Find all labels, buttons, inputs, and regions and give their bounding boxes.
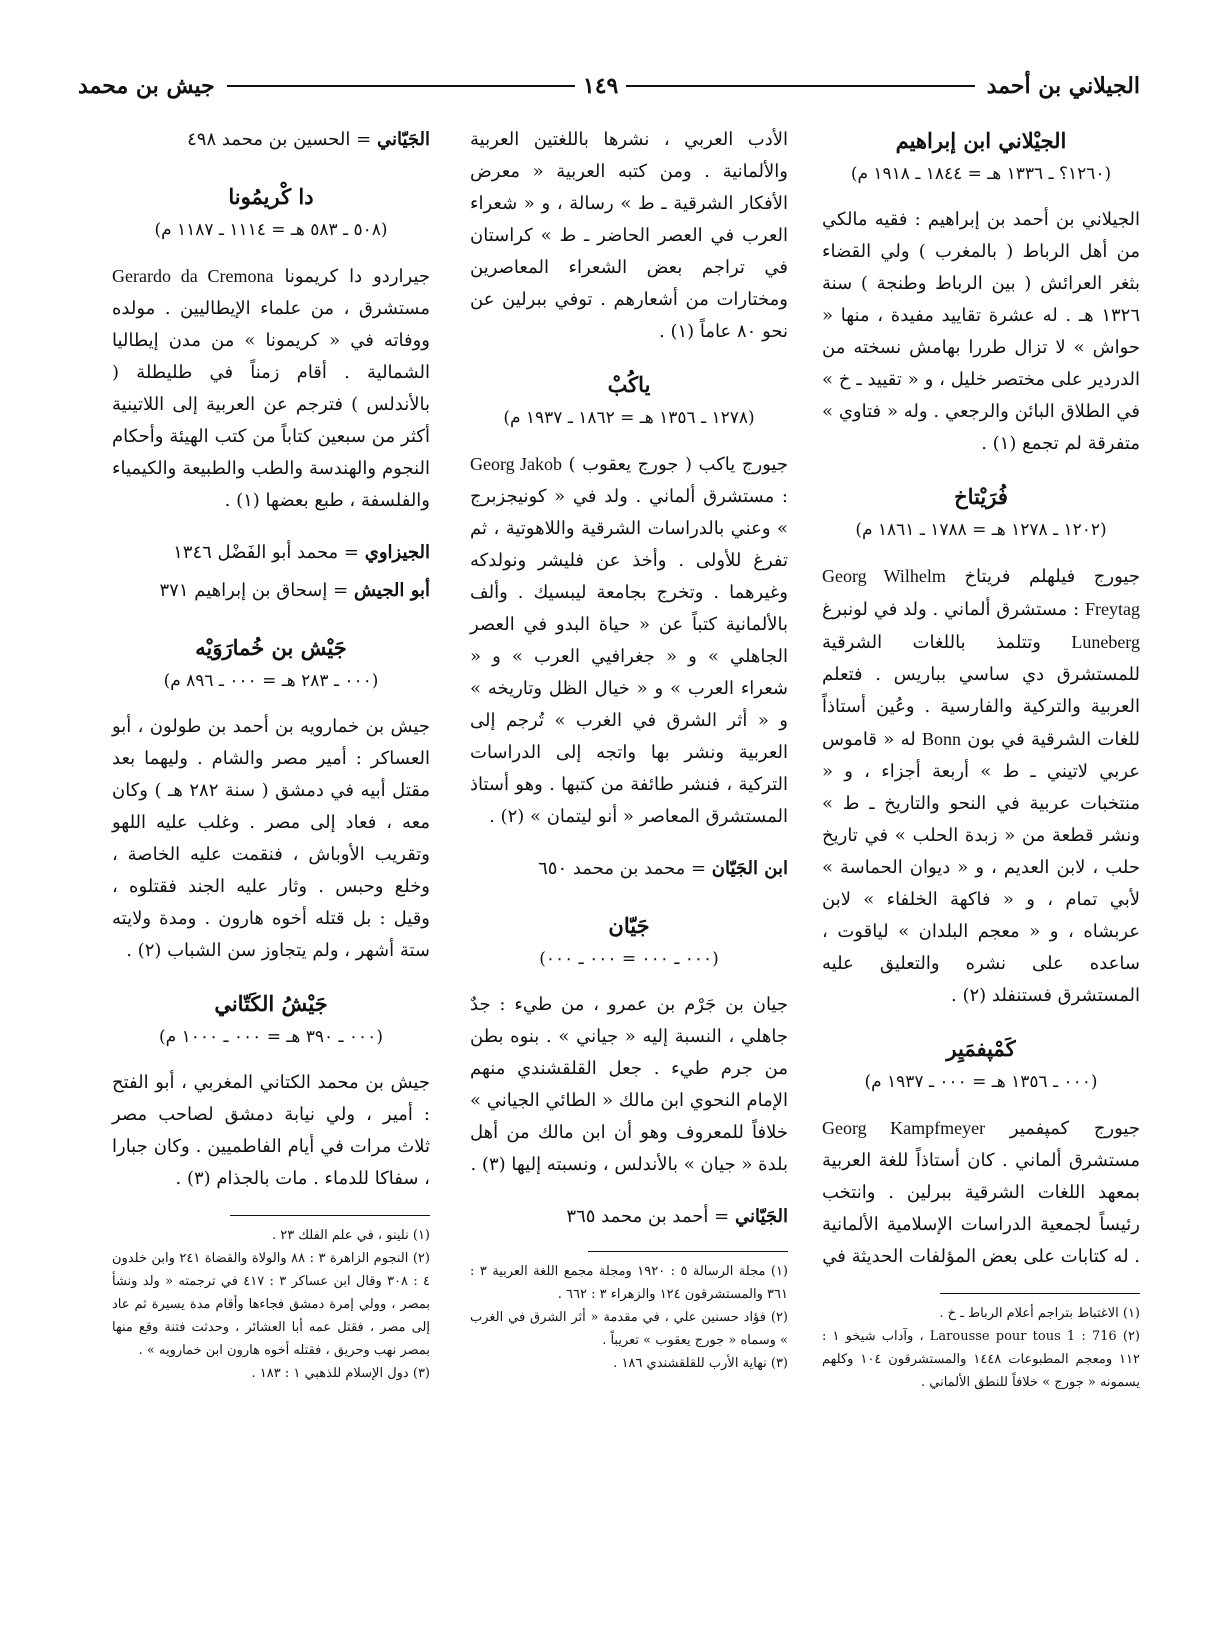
entry-dates: (١٢٧٨ ـ ١٣٥٦ هـ = ١٨٦٢ ـ ١٩٣٧ م) [503, 408, 755, 428]
xref-target: = محمد أبو الفَضْل ١٣٤٦ [173, 542, 360, 563]
entry-text: جيورج فيلهلم فريتاخ [964, 566, 1140, 587]
cross-reference [470, 1201, 788, 1233]
entry-body [822, 1112, 1140, 1273]
latin-name: Georg Kampfmeyer [822, 1118, 986, 1138]
footnote-divider [588, 1251, 788, 1252]
entry-text: : مستشرق ألماني . ولد في « كونيجزبرج » وعني بالدراسات الشرقية واللاهوتية ، ثم تفرغ للأولى . وأخذ عن فليشر ونولدكه وغيرهما . وتخرج بجامعة ليبسيك . وألف بالألمانية كتباً عن « حياة البدو في العصر الجاهلي » و « جغرافيي العرب » و « شعراء العرب » و « خيال الظل وتاريخه » و « أثر الشرق في الغرب » تُرجم إلى العربية ونشر بها واتجه إلى الدراسات التركية ، فنشر طائفة من كتبها . وهو أستاذ المستشرق المعاصر « أنو ليتمان » (٢) . [470, 486, 788, 827]
entry-body [822, 560, 1140, 1012]
xref-name: ابن الجَيّان [711, 858, 788, 879]
entry-title: الجيْلاني ابن إبراهيم [895, 128, 1067, 153]
xref-name: الجيزاوي [364, 542, 430, 563]
footnote: (٢) فؤاد حسنين علي ، في مقدمة « أثر الشرق في الغرب » وسماه « جورج يعقوب » تعريباً . [470, 1310, 788, 1348]
entry-title: كَمْپفمَيِر [946, 1036, 1016, 1061]
xref-target: = محمد بن محمد ٦٥٠ [538, 858, 707, 879]
xref-target: = أحمد بن محمد ٣٦٥ [566, 1206, 730, 1227]
cross-reference [112, 124, 430, 156]
xref-target: = إسحاق بن إبراهيم ٣٧١ [159, 580, 349, 601]
xref-name: الجَيّاني [376, 129, 430, 150]
entry-text: جيورج ياكب ( جورج يعقوب ) [568, 454, 788, 475]
column-right [822, 124, 1140, 1394]
entry-body: الأدب العربي ، نشرها باللغتين العربية والألمانية . ومن كتبه العربية « معرض الأفكار الشرقية ـ ط » رسالة ، و « شعراء العرب في العصر الحاضر ـ ط » كراستان في تراجم بعض الشعراء المعاصرين ومختارات من أشعارهم . توفي ببرلين عن نحو ٨٠ عاماً (١) . [470, 129, 788, 342]
latin-name: Georg Wilhelm Freytag [822, 566, 1140, 619]
entry-dates: (٠٠٠ ـ ١٣٥٦ هـ = ٠٠٠ ـ ١٩٣٧ م) [864, 1072, 1098, 1092]
running-header [78, 66, 1140, 106]
entry-body: الجيلاني بن أحمد بن إبراهيم : فقيه مالكي من أهل الرباط ( بالمغرب ) ولي القضاء بثغر العرائش ( بين الرباط وطنجة ) سنة ١٣٢٦ هـ . له عشرة تقاييد مفيدة ، منها « حواش » لا تزال طررا بهامش نسخته من الدردير على مختصر خليل ، و « تقييد ـ خ » في الطلاق البائن والرجعي . وله « فتاوي » متفرقة لم تجمع (١) . [822, 209, 1140, 454]
entry-dates: (٠٠٠ ـ ٢٨٣ هـ = ٠٠٠ ـ ٨٩٦ م) [163, 671, 379, 691]
entry-body: جيش بن محمد الكتاني المغربي ، أبو الفتح : أمير ، ولي نيابة دمشق لصاحب مصر ثلاث مرات في أيام الفاطميين . وكان جبارا ، سفاكا للدماء . مات بالجذام (٣) . [112, 1072, 430, 1189]
latin-name: Georg Jakob [470, 454, 562, 474]
footnote: (١) مجلة الرسالة ٥ : ١٩٢٠ ومجلة مجمع اللغة العربية ٣ : ٣٦١ والمستشرقون ١٢٤ والزهراء ٣ : ٦٦٢ . [470, 1264, 788, 1302]
entry-dates: (١٢٦٠؟ ـ ١٣٣٦ هـ = ١٨٤٤ ـ ١٩١٨ م) [850, 164, 1112, 184]
header-center [227, 73, 975, 99]
entry-text: جيراردو دا كريمونا [284, 266, 431, 287]
entry-text: له « قاموس عربي لاتيني ـ ط » أربعة أجزاء ، و « منتخبات عربية في النحو والتاريخ ـ ط » ونشر قطعة من « زبدة الحلب » في تاريخ حلب ، لابن العديم ، و « ديوان الحماسة » لأبي تمام ، و « فاكهة الخلفاء » لابن عربشاه ، و « معجم البلدان » لياقوت ، ساعده على نشره والتعليق عليه المستشرق فستنفلد (٢) . [822, 729, 1140, 1006]
header-rule-right [626, 85, 974, 87]
latin-name: Gerardo da Cremona [112, 266, 274, 286]
xref-target: = الحسين بن محمد ٤٩٨ [187, 129, 372, 150]
footnote: (٢) Larousse pour tous 1 : 716 ، وآداب شيخو ١ : ١١٢ ومعجم المطبوعات ١٤٤٨ والمستشرقون ١٠٤ وكلهم يسمونه « جورج » خلافاً للنطق الألماني . [822, 1329, 1140, 1390]
xref-name: أبو الجيش [353, 580, 430, 601]
entry-title: جَيْشُ الكَتّاني [214, 991, 328, 1016]
page-number: ١٤٩ [582, 73, 619, 99]
entry-text: جيورج كمپفمير [1009, 1118, 1140, 1139]
entry-body [470, 448, 788, 833]
entry-text: وتتلمذ باللغات الشرقية للمستشرق دي ساسي بباريس . فتعلم العربية والتركية والفارسية . وعُين أستاذاً للغات الشرقية في بون [822, 632, 1140, 750]
xref-name: الجَيّاني [734, 1206, 788, 1227]
footnote: (٣) دول الإسلام للذهبي ١ : ١٨٣ . [251, 1366, 430, 1381]
entry-title: ياكُبْ [607, 372, 651, 397]
entry-body: جيش بن خمارويه بن أحمد بن طولون ، أبو العساكر : أمير مصر والشام . وليهما بعد مقتل أبيه في دمشق ( سنة ٢٨٢ هـ ) وكان معه ، فعاد إلى مصر . وغلب عليه اللهو وتقريب الأوباش ، فنقمت عليه الخاصة ، وخلع وحبس . وثار عليه الجند فقتلوه ، وقيل : بل قتله أخوه هارون . ومدة ولايته ستة أشهر ، ولم يتجاوز سن الشباب (٢) . [112, 716, 430, 961]
cross-reference [112, 575, 430, 607]
entry-dates: (٥٠٨ ـ ٥٨٣ هـ = ١١١٤ ـ ١١٨٧ م) [154, 220, 388, 240]
entry-text: مستشرق ألماني . كان أستاذاً للغة العربية بمعهد اللغات الشرقية ببرلين . وانتخب رئيساً لجمعية الدراسات الإسلامية الألمانية . له كتابات على بعض المؤلفات الحديثة في [822, 1150, 1140, 1267]
cross-reference [112, 537, 430, 569]
footnote: (١) الاغتباط بتراجم أعلام الرباط ـ خ . [939, 1306, 1140, 1321]
footnote-divider [230, 1215, 430, 1216]
latin-name: Luneberg [1071, 632, 1140, 652]
header-left-title: جيش بن محمد [78, 73, 215, 99]
footnote: (١) نلينو ، في علم الفلك ٢٣ . [271, 1228, 430, 1243]
entry-dates: (١٢٠٢ ـ ١٢٧٨ هـ = ١٧٨٨ ـ ١٨٦١ م) [855, 520, 1107, 540]
column-left [112, 124, 430, 1385]
entry-title: دا كْريمُونا [228, 184, 314, 209]
entry-dates: (٠٠٠ ـ ٠٠٠ = ٠٠٠ ـ ٠٠٠) [539, 949, 719, 969]
footnote: (٢) النجوم الزاهرة ٣ : ٨٨ والولاة والقضاة ٢٤١ وابن خلدون ٤ : ٣٠٨ وقال ابن عساكر ٣ : ٤١٧ في ترجمته « ولد ونشأ بمصر ، وولي إمرة دمشق فجاءها وأقام مدة يسيرة ثم عاد إلى مصر ، فقتل عمه أبا العشائر ، وحدثت فتنة وقع منها بمصر نهب وحريق ، فقتله أخوه هارون ابن خمارويه » . [112, 1251, 430, 1358]
entry-title: جَيّان [608, 913, 650, 938]
footnote: (٣) نهاية الأرب للقلقشندي ١٨٦ . [613, 1356, 788, 1371]
entry-body: جيان بن جَرْم بن عمرو ، من طيء : جدٌ جاهلي ، النسبة إليه « جياني » . بنوه بطن من جرم طيء . جعل القلقشندي منهم الإمام النحوي ابن مالك « الطائي الجياني » خلافاً للمعروف وهو أن ابن مالك من أهل بلدة « جيان » بالأندلس ، ونسبته إليها (٣) . [470, 994, 788, 1175]
entry-title: جَيْش بن خُمارَوَيْه [195, 635, 347, 660]
footnote-divider [940, 1293, 1140, 1294]
header-right-title: الجيلاني بن أحمد [986, 73, 1140, 99]
entry-body [112, 260, 430, 517]
column-middle [470, 124, 788, 1375]
entry-text: : مستشرق ألماني . ولد في لونبرغ [822, 599, 1080, 620]
entry-text: مستشرق ، من علماء الإيطاليين . مولده ووفاته في « كريمونا » من مدن إيطاليا الشمالية . أقام زمناً في طليطلة ( بالأندلس ) فترجم عن العربية إلى اللاتينية أكثر من سبعين كتاباً من كتب الهيئة وأحكام النجوم والهندسة والطب والطبيعة والكيمياء والفلسفة ، طبع بعضها (١) . [112, 298, 430, 511]
latin-name: Bonn [922, 729, 962, 749]
header-rule-left [227, 85, 575, 87]
cross-reference [470, 853, 788, 885]
entry-title: فُرَيْتاخ [954, 484, 1008, 509]
entry-dates: (٠٠٠ ـ ٣٩٠ هـ = ٠٠٠ ـ ١٠٠٠ م) [159, 1027, 383, 1047]
